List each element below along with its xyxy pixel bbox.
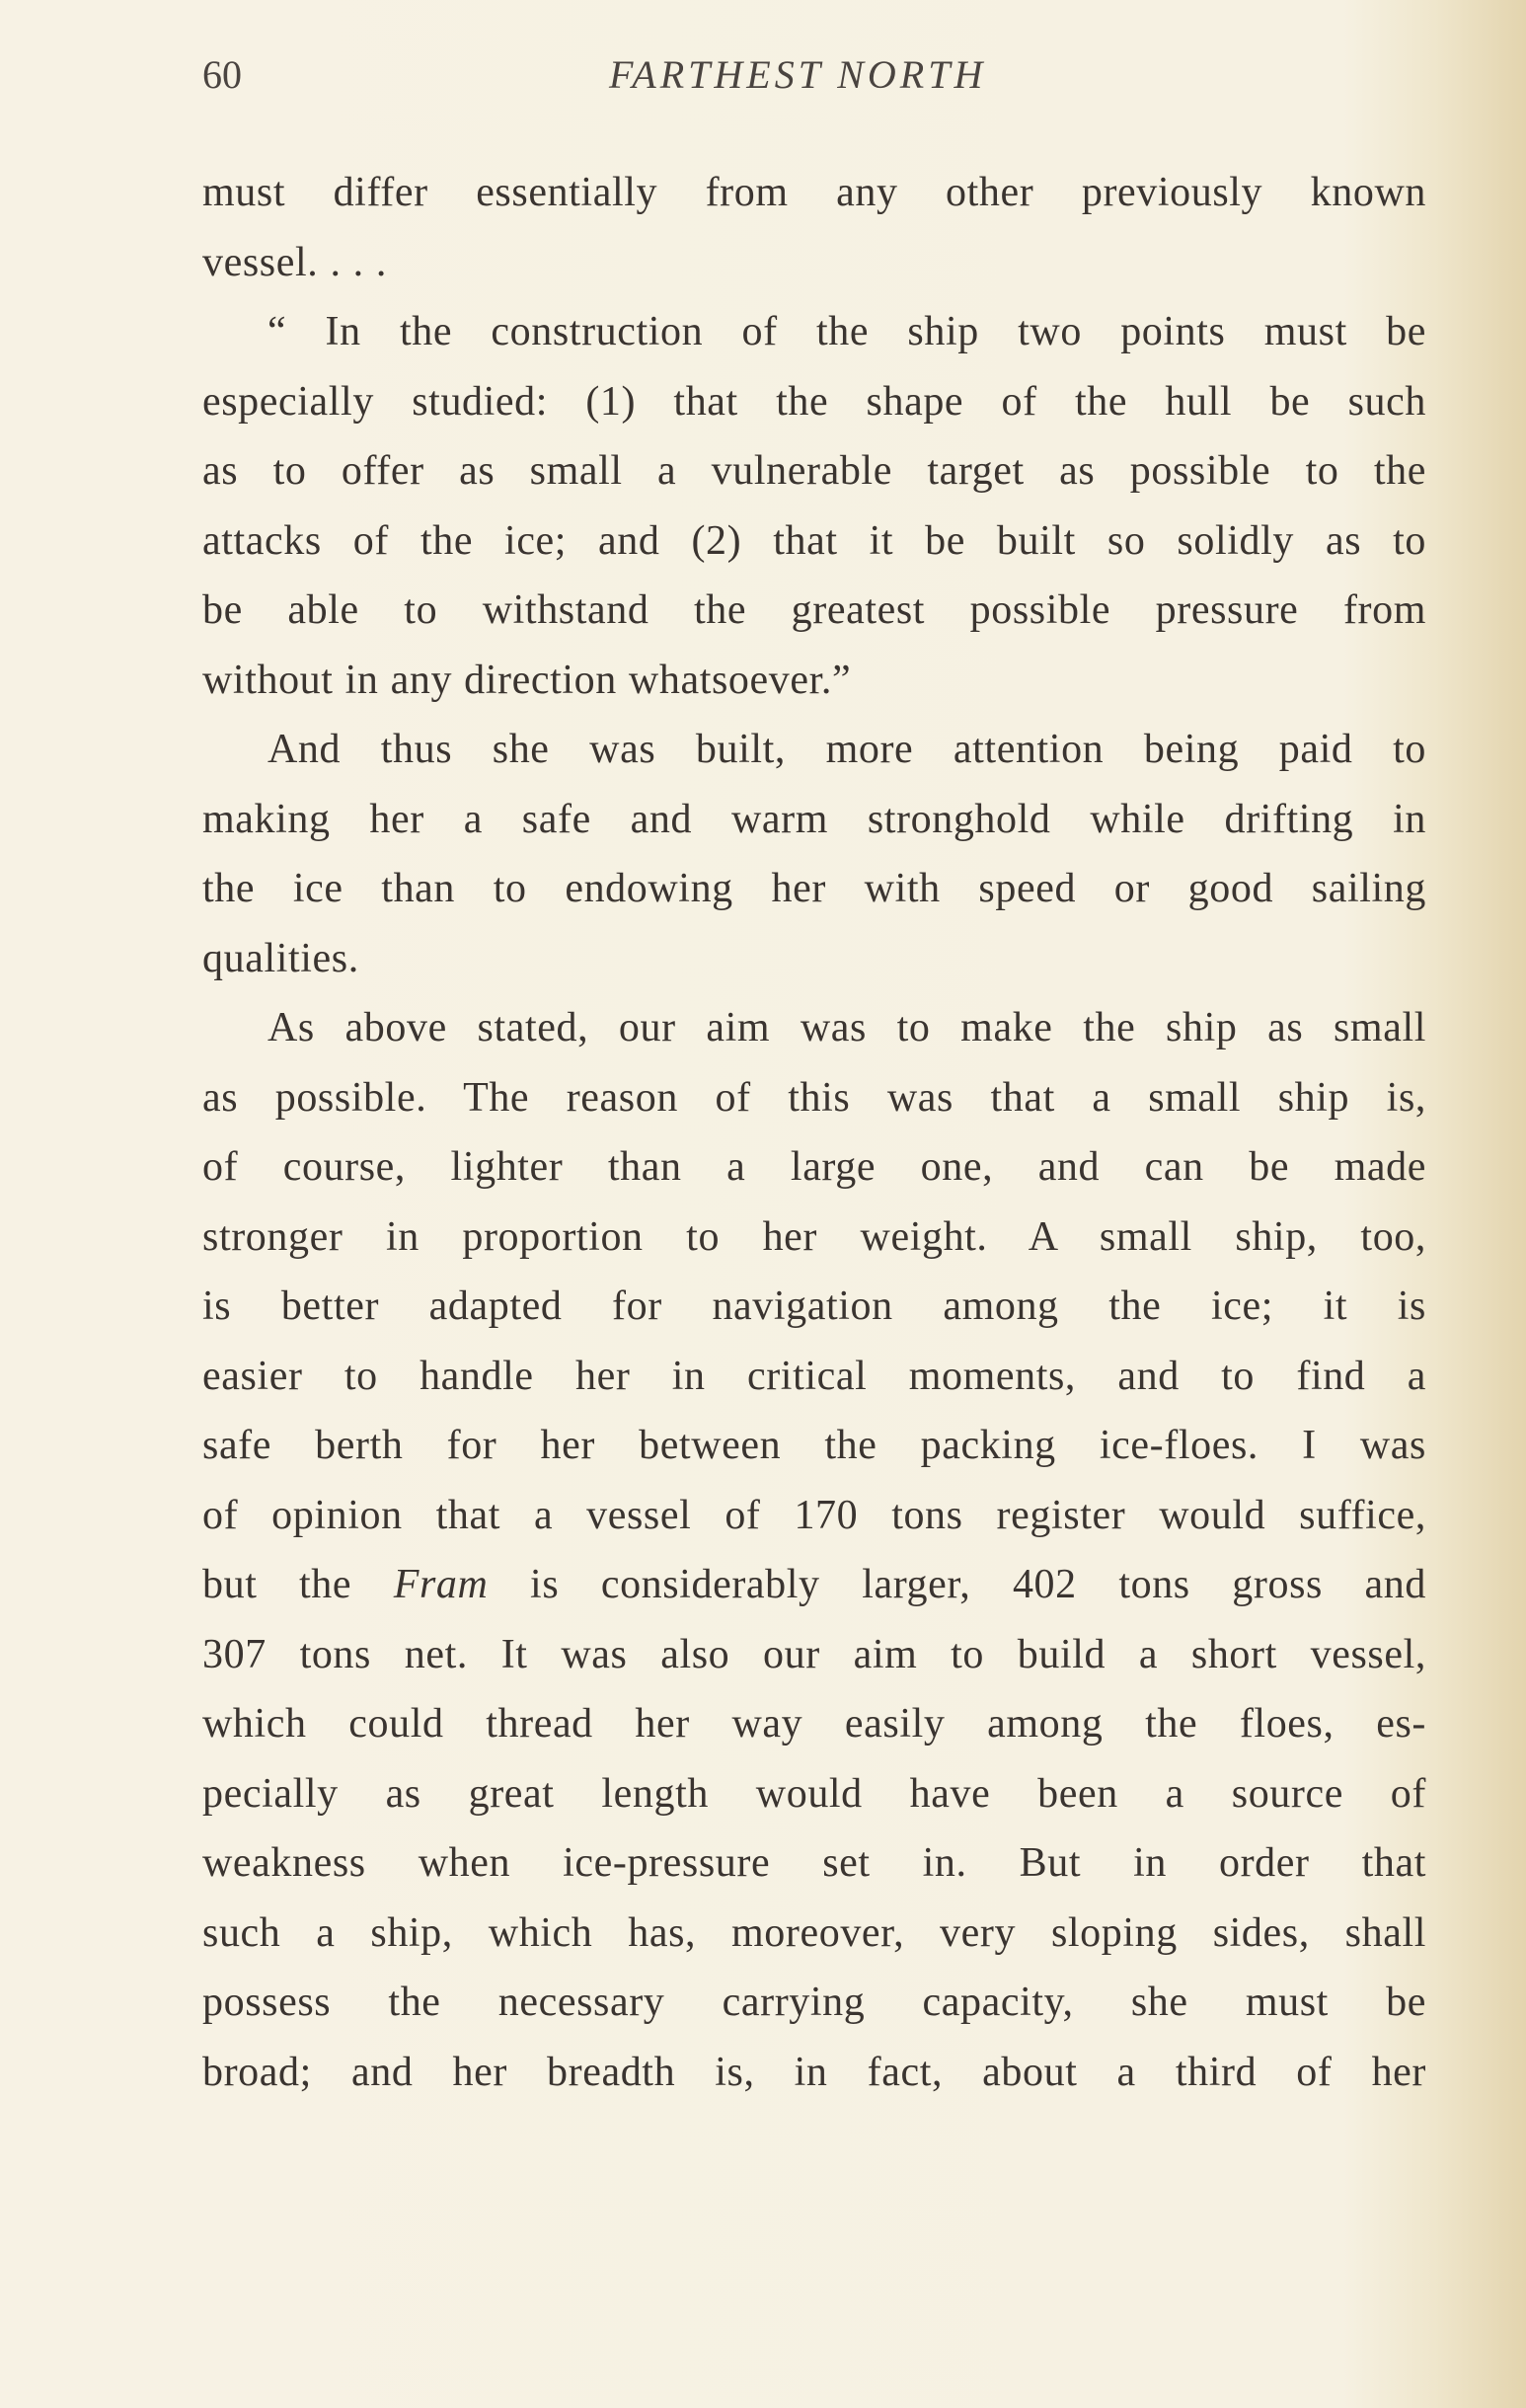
text-line: broad; and her breadth is, in fact, about a third of her [202, 2049, 1426, 2095]
text-line: pecially as great length would have been a source of [202, 1770, 1426, 1817]
text-line: As above stated, our aim was to make the ship as small [267, 1005, 1426, 1050]
text-line: “ In the construction of the ship two points must be [267, 309, 1426, 354]
text-line: without in any direction whatsoever.” [202, 657, 852, 703]
text-line: of course, lighter than a large one, and can be made [202, 1144, 1426, 1190]
text-line: must differ essentially from any other previously known [202, 170, 1426, 215]
text-line: attacks of the ice; and (2) that it be built so solidly as to [202, 517, 1426, 564]
text-line: 307 tons net. It was also our aim to build a short vessel, [202, 1631, 1426, 1677]
text-line: the ice than to endowing her with speed or good sailing [202, 866, 1426, 911]
text-line: of opinion that a vessel of 170 tons register would suffice, [202, 1492, 1426, 1538]
page-number: 60 [202, 52, 242, 97]
text-line: possess the necessary carrying capacity, she must be [202, 1980, 1426, 2025]
text-line-with-ship-name [202, 1550, 1426, 1620]
text-line: be able to withstand the greatest possible pressure from [202, 587, 1426, 633]
page-header [202, 51, 1426, 111]
text-line: as to offer as small a vulnerable target as possible to the [202, 448, 1426, 494]
text-line: as possible. The reason of this was that a small ship is, [202, 1074, 1426, 1121]
body-text [202, 158, 1426, 2107]
text-line: making her a safe and warm stronghold while drifting in [202, 796, 1426, 842]
text-line: which could thread her way easily among the floes, es- [202, 1701, 1426, 1747]
text-line: stronger in proportion to her weight. A small ship, too, [202, 1213, 1426, 1260]
text-line: especially studied: (1) that the shape of the hull be such [202, 378, 1426, 425]
text-line: safe berth for her between the packing ice-floes. I was [202, 1423, 1426, 1468]
ship-name-fram: Fram [393, 1562, 489, 1607]
text-line: weakness when ice-pressure set in. But in order that [202, 1840, 1426, 1886]
text-line: qualities. [202, 935, 359, 981]
text-fragment: but the [202, 1562, 352, 1607]
text-line: such a ship, which has, moreover, very sloping sides, shall [202, 1909, 1426, 1956]
text-line: is better adapted for navigation among the ice; it is [202, 1283, 1426, 1329]
text-fragment: is considerably larger, 402 tons gross and [530, 1562, 1426, 1607]
text-line: easier to handle her in critical moments, and to find a [202, 1353, 1426, 1399]
running-title: FARTHEST NORTH [609, 52, 987, 97]
text-line: vessel. . . . [202, 239, 387, 285]
text-line: And thus she was built, more attention being paid to [267, 727, 1426, 772]
